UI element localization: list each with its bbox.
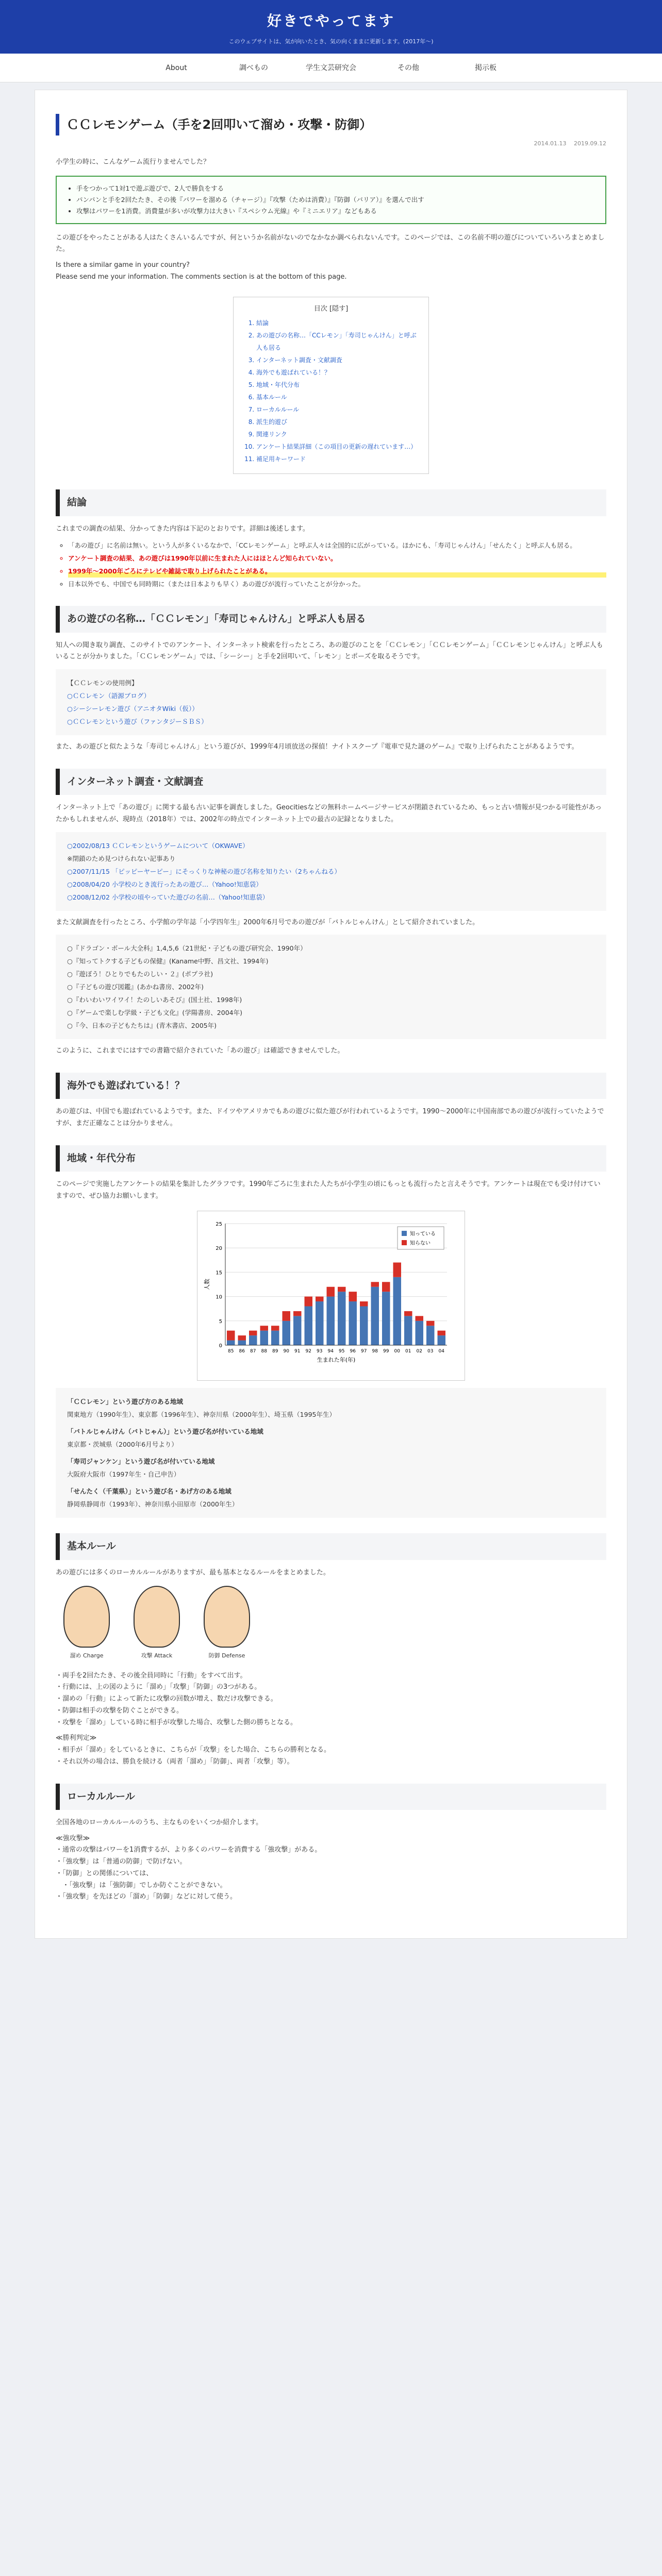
basic-body: あの遊びには多くのローカルルールがありますが、最も基本となるルールをまとめました。 — [56, 1568, 330, 1577]
y-axis-label: 人数 — [204, 1278, 210, 1290]
x-tick-label: 90 — [283, 1348, 289, 1354]
bar — [416, 1316, 424, 1320]
bar — [249, 1335, 257, 1345]
bar — [393, 1262, 402, 1277]
bar — [283, 1320, 291, 1345]
region-groups — [56, 1388, 606, 1518]
record-link[interactable]: ○2008/12/02 小学校の頃やっていた遊びの名前…（Yahoo!知恵袋） — [67, 893, 269, 901]
move-label: 攻撃 — [141, 1652, 153, 1659]
x-tick-label: 86 — [239, 1348, 245, 1354]
record-link[interactable]: ○2007/11/15 「ピッピーヤーピー」にそっくりな神秘の遊び名称を知りたい（2ちゃんねる） — [67, 867, 341, 875]
legend-swatch — [402, 1231, 407, 1236]
toc-item[interactable]: 4. 海外でも遊ばれている！？ — [256, 366, 418, 379]
survey-body: インターネット上で「あの遊び」に関する最も古い記事を調査しました。Geocitiesなどの無料ホームページサービスが閉鎖されているため、もっと古い情報が見つかる可能性があったかもしれませんが、現時点（2018年）では、2002年の時点でインターネット上での最古の記録となりました。 — [56, 804, 602, 823]
toc-item[interactable]: 7. ローカルルール — [256, 403, 418, 416]
win-title: ≪勝利判定≫ — [56, 1734, 97, 1742]
toc-item[interactable]: 6. 基本ルール — [256, 391, 418, 403]
group-name: 「ＣＣレモン」という遊び方のある地域 — [67, 1398, 184, 1406]
main-nav — [0, 54, 662, 82]
move-label-en: Defense — [222, 1652, 245, 1659]
bar — [382, 1292, 390, 1345]
defense-illustration — [204, 1586, 250, 1648]
power-rule: ・「防御」との関係については、 — [56, 1869, 153, 1877]
bar — [438, 1330, 446, 1335]
names-body: 知人への聞き取り調査、このサイトでのアンケート、インターネット検索を行ったところ、あの遊びのことを「ＣＣレモン」「ＣＣレモンゲーム」「ＣＣレモンじゃんけん」と呼ぶ人もいることが分かりました。「ＣＣレモンゲーム」では、「シーシー」と手を2回叩いて、「レモン」とポーズを取るそうです。 — [56, 641, 603, 661]
x-tick-label: 87 — [250, 1348, 256, 1354]
bar — [316, 1296, 324, 1301]
book-item: ○『ドラゴン・ボール大全科』1,4,5,6（21世紀・子どもの遊び研究会、1990年） — [67, 944, 307, 953]
power-title: ≪強攻撃≫ — [56, 1834, 90, 1842]
site-description: このウェブサイトは、気が向いたとき、気の向くままに更新します。(2017年〜) — [228, 38, 434, 45]
toc-item[interactable]: 8. 派生的遊び — [256, 416, 418, 428]
site-header — [0, 0, 662, 54]
basic-rules — [56, 1670, 606, 1768]
move-label: 防御 — [208, 1652, 220, 1659]
section-conclusion-title: 結論 — [56, 489, 606, 516]
books-intro: また文献調査を行ったところ、小学館の学年誌「小学四年生」2000年6月号であの遊びが「バトルじゃんけん」として紹介されていました。 — [56, 918, 479, 926]
win-rule: ・相手が「溜め」をしているときに、こちらが「攻撃」をした場合、こちらの勝利となる。 — [56, 1746, 331, 1754]
power-rule: ・「強攻撃」は「普通の防御」で防げない。 — [56, 1858, 187, 1866]
group-name: 「バトルじゃんけん（バトじゃん）」という遊び名が付いている地域 — [67, 1428, 263, 1436]
record-link[interactable]: ○2008/04/20 小学校のとき流行ったあの遊び…（Yahoo!知恵袋） — [67, 880, 262, 888]
posted-date: 2014.01.13 — [534, 140, 567, 147]
bar — [283, 1311, 291, 1321]
bar — [404, 1316, 412, 1345]
book-item: ○『わいわいワイワイ！たのしいあそび』(国土社、1998年) — [67, 996, 242, 1004]
bar — [271, 1326, 279, 1330]
move-label-en: Attack — [154, 1652, 173, 1659]
record-note: ※閉鎖のため見つけられない記事あり — [67, 854, 176, 862]
conclusion-item: ◦ アンケート調査の結果、あの遊びは1990年以前に生まれた人にはほとんど知られていない。 — [68, 552, 606, 565]
names-box-title: 【ＣＣレモンの使用例】 — [67, 679, 138, 687]
x-tick-label: 93 — [317, 1348, 323, 1354]
nav-research[interactable]: 調べもの — [239, 64, 268, 72]
power-rule: ・「強攻撃」を先ほどの「溜め」「防御」などに対して使う。 — [56, 1893, 237, 1901]
example-link[interactable]: ○シーシーレモン遊び（アニオタWiki（仮）） — [67, 705, 198, 713]
toc-title[interactable]: 目次 [隠す] — [313, 304, 349, 313]
rule-summary-item: • パンパンと手を2回たたき、その後『パワーを溜める（チャージ）』『攻撃（ためは消費）』『防御（バリア）』を選んで出す — [76, 194, 596, 206]
bar — [371, 1282, 379, 1286]
toc-item[interactable]: 1. 結論 — [256, 317, 418, 329]
x-tick-label: 88 — [261, 1348, 267, 1354]
charge-figure — [61, 1586, 112, 1660]
bar — [338, 1292, 346, 1345]
bar — [416, 1320, 424, 1345]
nav-board[interactable]: 掲示板 — [475, 64, 496, 72]
move-label-en: Charge — [83, 1652, 104, 1659]
x-tick-label: 89 — [272, 1348, 278, 1354]
book-item: ○『遊ぼう！ひとりでもたのしい・２』(ポプラ社) — [67, 970, 213, 978]
section-local-title: ローカルルール — [56, 1784, 606, 1810]
y-tick-label: 5 — [219, 1318, 222, 1325]
overseas-body: あの遊びは、中国でも遊ばれているようです。また、ドイツやアメリカでもあの遊びに似た遊びが行われているようです。1990〜2000年に中国南部であの遊びが流行っていたようですが、まだ正確なことは分かりません。 — [56, 1108, 604, 1128]
english-line-2: Please send me your information. The comments section is at the bottom of this page. — [56, 273, 347, 281]
x-axis-label: 生まれた年(年) — [317, 1356, 356, 1363]
bar — [227, 1330, 235, 1340]
record-link[interactable]: ○2002/08/13 ＣＣレモンというゲームについて（OKWAVE） — [67, 841, 249, 850]
x-tick-label: 97 — [361, 1348, 367, 1354]
article-card — [35, 90, 627, 1939]
book-item: ○『ゲームで楽しむ学級・子ども文化』(学陽書房、2004年) — [67, 1009, 242, 1017]
x-tick-label: 98 — [372, 1348, 378, 1354]
article-dates — [56, 139, 606, 148]
group-name: 「せんたく（千葉県）」という遊び名・あげ方のある地域 — [67, 1487, 231, 1496]
basic-rule: ・行動には、上の図のように「溜め」「攻撃」「防御」の3つがある。 — [56, 1683, 261, 1691]
group-detail: 関東地方（1990年生）、東京都（1996年生）、神奈川県（2000年生）、埼玉県（1995年生） — [67, 1411, 336, 1419]
bar — [382, 1282, 390, 1292]
english-line-1: Is there a similar game in your country? — [56, 261, 190, 269]
x-tick-label: 01 — [405, 1348, 411, 1354]
x-tick-label: 92 — [305, 1348, 311, 1354]
intro: 小学生の時に、こんなゲーム流行りませんでした？ — [56, 158, 210, 166]
bar — [360, 1301, 368, 1306]
toc-item[interactable]: 5. 地域・年代分布 — [256, 379, 418, 391]
section-survey-title: インターネット調査・文献調査 — [56, 769, 606, 795]
power-rule: ・通常の攻撃はパワーを1消費するが、より多くのパワーを消費する「強攻撃」がある。 — [56, 1846, 322, 1854]
bar — [349, 1301, 357, 1345]
basic-rule: ・両手を2回たたき、その後全員同時に「行動」をすべて出す。 — [56, 1671, 247, 1680]
bar — [260, 1326, 269, 1330]
conclusion-item: ◦ 1999年〜2000年ごろにテレビや雑誌で取り上げられたことがある。 — [68, 565, 606, 578]
bar — [404, 1311, 412, 1316]
example-link[interactable]: ○ＣＣレモン（語源ブログ） — [67, 692, 151, 700]
lead-text: この遊びをやったことがある人はたくさんいるんですが、何というか名前がないのでなかなか調べられないんです。このページでは、この名前不明の遊びについていろいろまとめました。 — [56, 233, 605, 253]
rule-summary-box — [56, 176, 606, 224]
legend-label: 知っている — [410, 1231, 436, 1237]
conclusion-item: ◦ 日本以外でも、中国でも同時期に（または日本よりも早く）あの遊びが流行っていたことが分かった。 — [68, 578, 606, 590]
basic-rule: ・攻撃を「溜め」している時に相手が攻撃した場合、攻撃した側の勝ちとなる。 — [56, 1718, 297, 1726]
group-detail: 静岡県静岡市（1993年）、神奈川県小田原市（2000年生） — [67, 1500, 239, 1509]
section-basic-title: 基本ルール — [56, 1533, 606, 1560]
x-tick-label: 96 — [350, 1348, 356, 1354]
nav-other[interactable]: その他 — [398, 64, 419, 72]
legend-swatch — [402, 1240, 407, 1245]
x-tick-label: 99 — [383, 1348, 389, 1354]
bar — [360, 1306, 368, 1345]
survey-records — [56, 832, 606, 911]
group-detail: 大阪府大阪市（1997年生・自己申告） — [67, 1470, 180, 1479]
chart-svg — [203, 1216, 460, 1371]
book-item: ○『今、日本の子どもたちは』(青木書店、2005年) — [67, 1022, 217, 1030]
names-note: また、あの遊びと似たような「寿司じゃんけん」という遊びが、1999年4月頃放送の探偵！ナイトスクープ『電車で見た謎のゲーム』で取り上げられたことがあるようです。 — [56, 743, 578, 751]
x-tick-label: 91 — [294, 1348, 301, 1354]
section-region-title: 地域・年代分布 — [56, 1145, 606, 1172]
bar — [249, 1330, 257, 1335]
toc-item[interactable]: 11. 補足用キーワード — [256, 453, 418, 465]
basic-rule: ・溜めの「行動」によって新たに攻撃の回数が増え、数だけ攻撃できる。 — [56, 1695, 277, 1703]
bar — [293, 1311, 302, 1316]
bar — [338, 1286, 346, 1291]
rule-summary-item: • 手をつかって1対1で遊ぶ遊びで、2人で勝負をする — [76, 183, 596, 194]
nav-bungei[interactable]: 学生文芸研究会 — [306, 64, 356, 72]
group-detail: 東京都・茨城県（2000年6月号より） — [67, 1440, 178, 1449]
toc-item[interactable]: 2. あの遊びの名称…「CCレモン」「寿司じゃんけん」と呼ぶ人も居る — [256, 329, 418, 354]
section-overseas-title: 海外でも遊ばれている！？ — [56, 1073, 606, 1099]
x-tick-label: 02 — [416, 1348, 422, 1354]
names-example-box — [56, 669, 606, 735]
region-body: このページで実施したアンケートの結果を集計したグラフです。1990年ごろに生まれた人たちが小学生の頃にもっとも流行ったと言えそうです。アンケートは現在でも受け付けていますので、ぜひ協力お願いします。 — [56, 1180, 601, 1200]
toc-item[interactable]: 10. アンケート結果詳細（この項目の更新の遅れています…） — [256, 440, 418, 453]
x-tick-label: 94 — [327, 1348, 334, 1354]
move-figures — [61, 1586, 606, 1660]
bar — [305, 1296, 313, 1306]
book-item: ○『知ってトクする子どもの保健』(Kaname中野、昌文社、1994年) — [67, 957, 269, 965]
nav-about[interactable]: About — [166, 64, 187, 72]
x-tick-label: 95 — [339, 1348, 345, 1354]
bar — [371, 1286, 379, 1345]
move-label: 溜め — [70, 1652, 81, 1659]
legend-label: 知らない — [410, 1240, 431, 1246]
x-tick-label: 03 — [427, 1348, 434, 1354]
y-tick-label: 0 — [219, 1343, 222, 1349]
rule-summary-item: • 攻撃はパワーを1消費。消費量が多いが攻撃力は大きい『スペシウム光線』や『ミニエリア』などもある — [76, 206, 596, 217]
bar — [316, 1301, 324, 1345]
conclusion-body: これまでの調査の結果、分かってきた内容は下記のとおりです。詳細は後述します。 — [56, 524, 309, 533]
bar — [426, 1320, 435, 1325]
bar — [327, 1286, 335, 1296]
local-body: 全国各地のローカルルールのうち、主なものをいくつか紹介します。 — [56, 1818, 263, 1826]
survey-after: このように、これまでにはすでの書籍で紹介されていた「あの遊び」は確認できませんでした。 — [56, 1047, 344, 1055]
site-title[interactable]: 好きでやってます — [267, 12, 395, 29]
attack-figure — [131, 1586, 183, 1660]
y-tick-label: 15 — [216, 1270, 222, 1276]
bar — [393, 1277, 402, 1345]
bar — [349, 1292, 357, 1301]
attack-illustration — [134, 1586, 180, 1648]
article-title: ＣＣレモンゲーム（手を2回叩いて溜め・攻撃・防御） — [56, 114, 606, 135]
x-tick-label: 00 — [394, 1348, 400, 1354]
defense-figure — [201, 1586, 253, 1660]
win-rule: ・それ以外の場合は、勝負を続ける（両者「溜め」「防御」、両者「攻撃」等）。 — [56, 1757, 294, 1766]
conclusion-item: ◦ 「あの遊び」に名前は無い。という人が多くいるなかで、「CCレモンゲーム」と呼ぶ人々は全国的に広がっている。ほかにも、「寿司じゃんけん」「せんたく」と呼ぶ人も居る。 — [68, 539, 606, 552]
updated-date: 2019.09.12 — [574, 140, 606, 147]
bar — [327, 1296, 335, 1345]
bar — [293, 1316, 302, 1345]
bar — [426, 1326, 435, 1345]
bar — [305, 1306, 313, 1345]
section-names-title: あの遊びの名称…「ＣＣレモン」「寿司じゃんけん」と呼ぶ人も居る — [56, 606, 606, 632]
bar — [238, 1340, 246, 1345]
toc-item[interactable]: 9. 関連リンク — [256, 428, 418, 440]
toc-item[interactable]: 3. インターネット調査・文献調査 — [256, 354, 418, 366]
y-tick-label: 20 — [216, 1245, 222, 1251]
group-name: 「寿司ジャンケン」という遊び名が付いている地域 — [67, 1458, 215, 1466]
bar — [438, 1335, 446, 1345]
birth-year-chart — [197, 1211, 465, 1381]
table-of-contents — [233, 297, 429, 474]
bar — [271, 1330, 279, 1345]
books-list — [56, 935, 606, 1039]
bar — [238, 1335, 246, 1340]
y-tick-label: 25 — [216, 1221, 222, 1227]
x-tick-label: 04 — [438, 1348, 444, 1354]
bar — [227, 1340, 235, 1345]
charge-illustration — [63, 1586, 110, 1648]
y-tick-label: 10 — [216, 1294, 222, 1300]
book-item: ○『子どもの遊び図鑑』(あかね書房、2002年) — [67, 983, 204, 991]
bar — [260, 1330, 269, 1345]
example-link[interactable]: ○ＣＣレモンという遊び（ファンタジーＳＢＳ） — [67, 718, 208, 726]
basic-rule: ・防御は相手の攻撃を防ぐことができる。 — [56, 1706, 184, 1715]
power-rule: ・「強攻撃」は「強防御」でしか防ぐことができない。 — [56, 1881, 227, 1889]
x-tick-label: 85 — [228, 1348, 234, 1354]
